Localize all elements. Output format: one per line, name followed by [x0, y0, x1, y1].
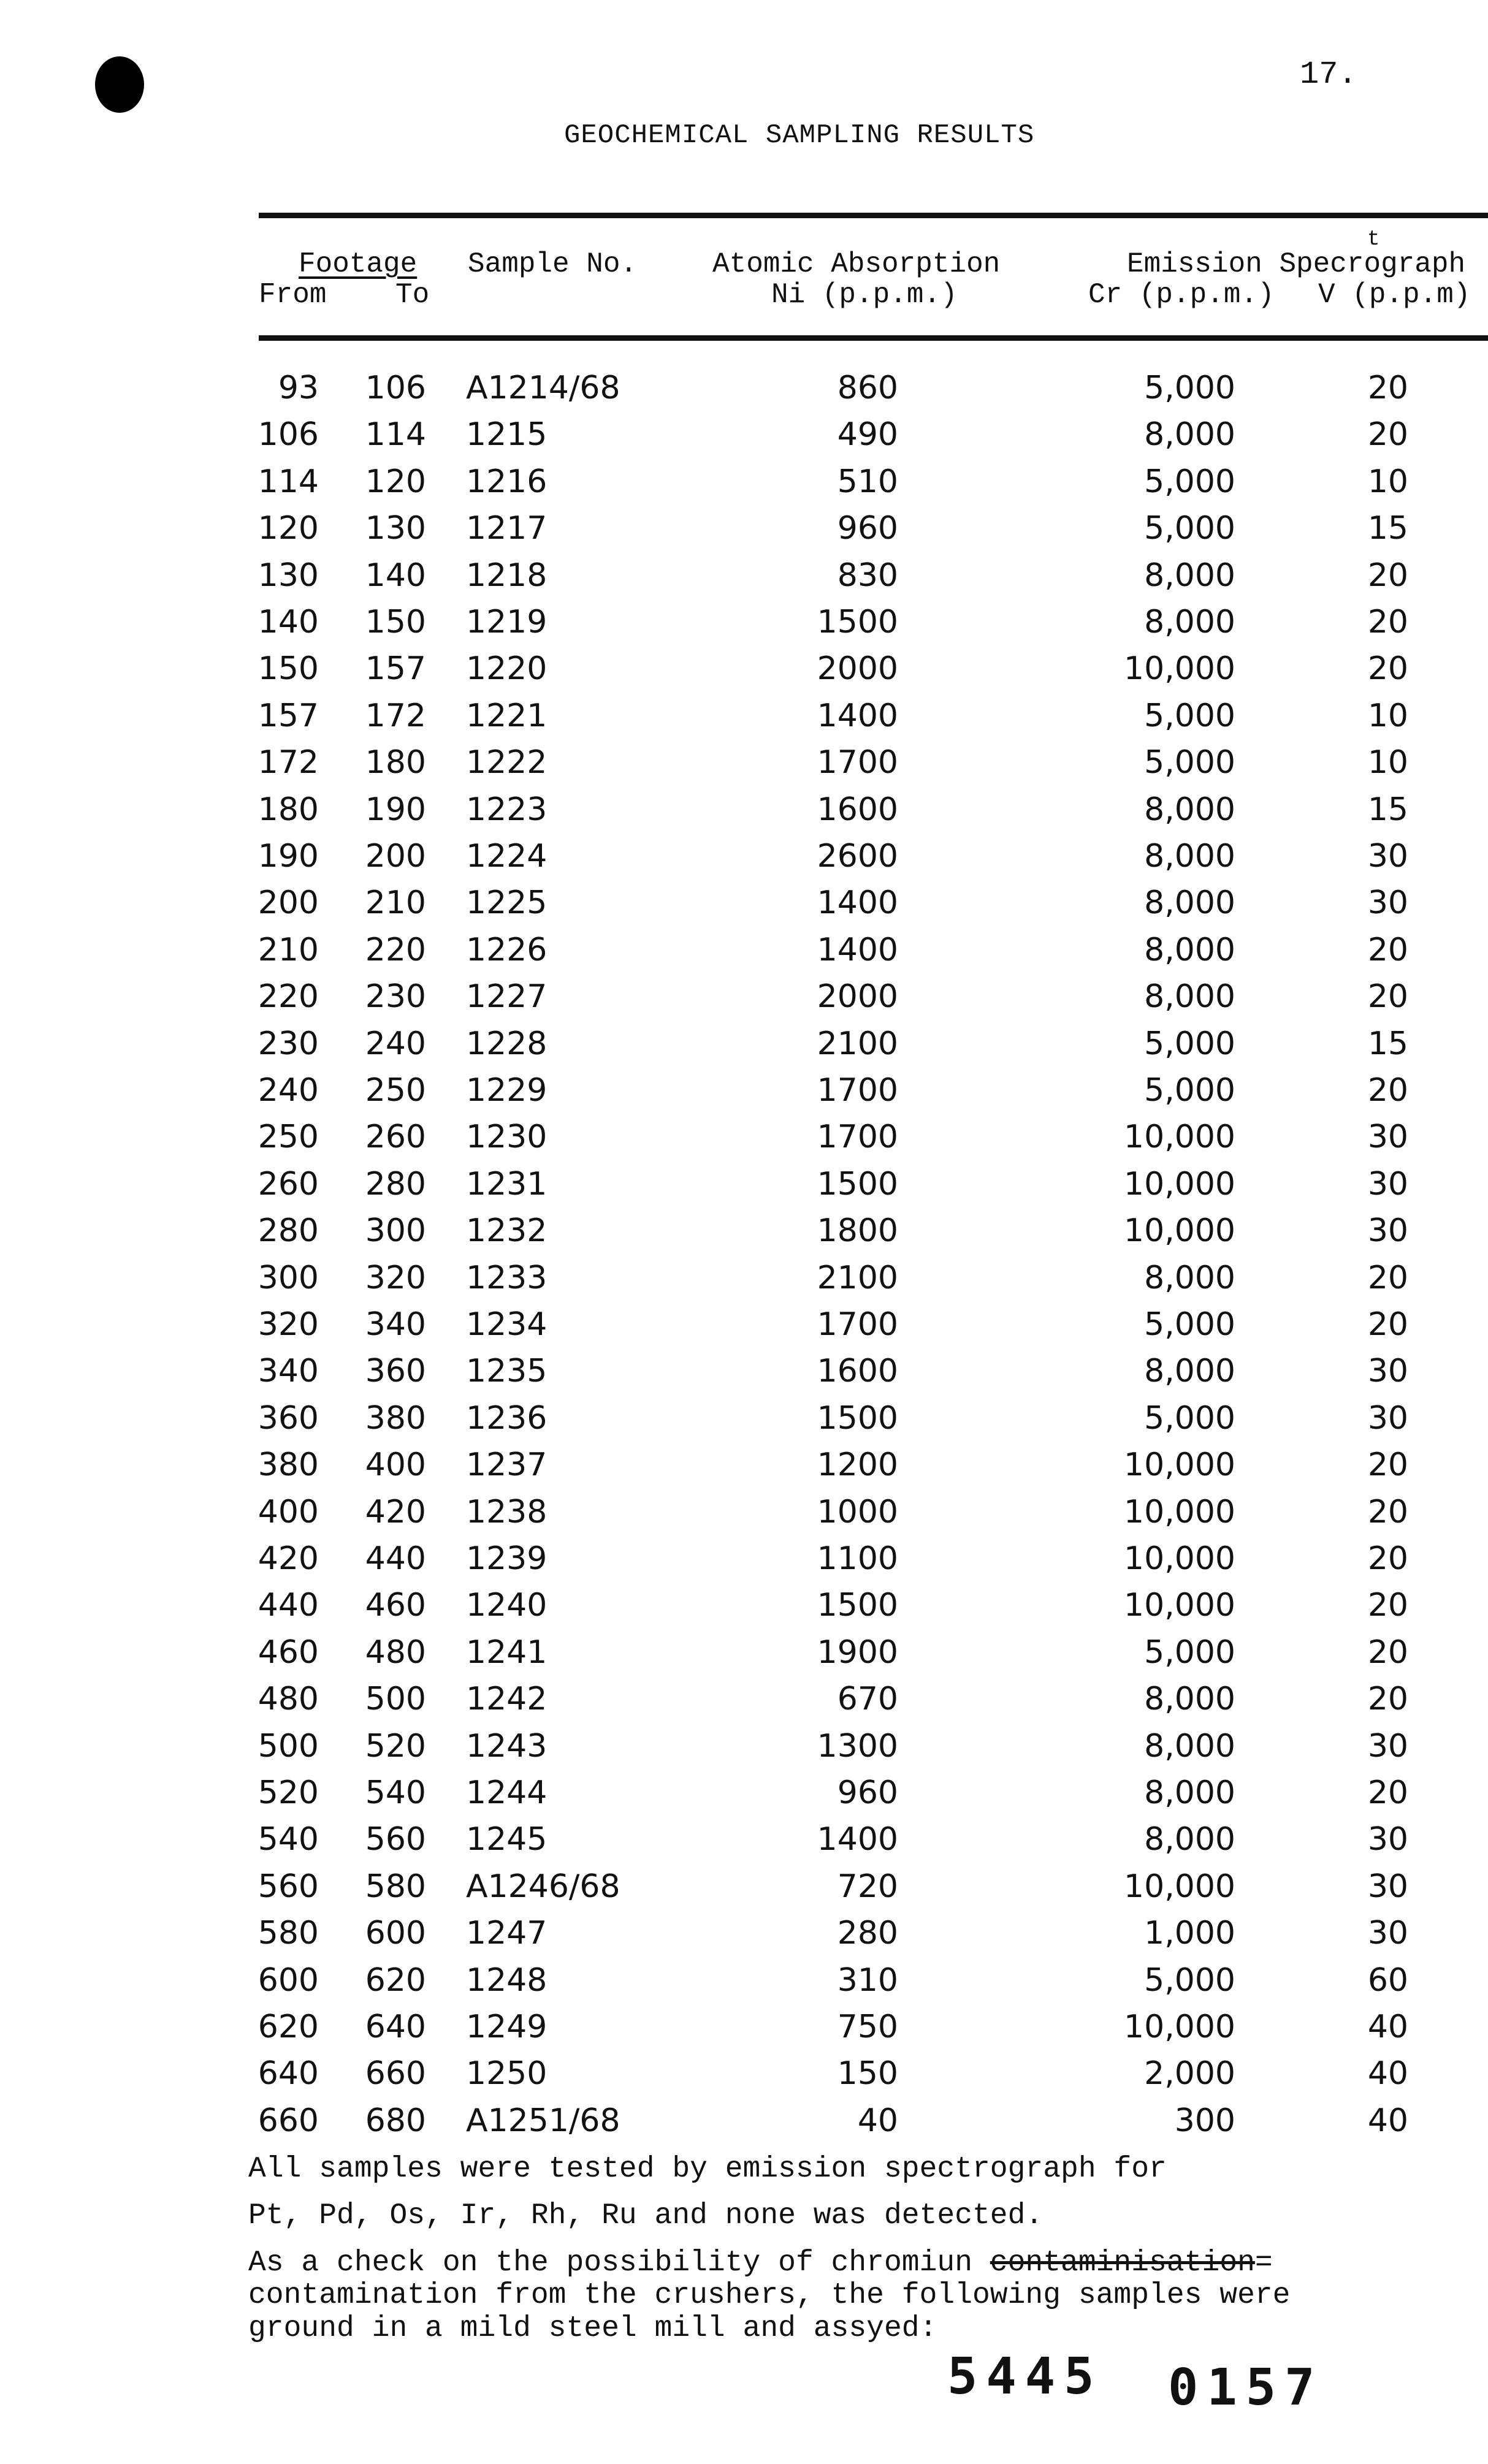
table-row [0, 416, 1488, 459]
table-row [0, 932, 1488, 975]
cell-sample-no: 1249 [466, 2009, 548, 2045]
header-cr-unit: Cr (p.p.m.) [1088, 279, 1275, 311]
cell-cr: 300 [1174, 2102, 1235, 2139]
cell-from: 106 [258, 416, 319, 454]
cell-sample-no: 1220 [466, 650, 548, 688]
cell-to: 380 [365, 1399, 426, 1437]
cell-ni: 830 [837, 557, 898, 594]
cell-sample-no: 1242 [466, 1681, 548, 1718]
cell-from: 560 [258, 1868, 319, 1905]
cell-cr: 8,000 [1144, 1259, 1235, 1296]
cell-to: 420 [365, 1493, 426, 1530]
cell-ni: 150 [837, 2055, 898, 2093]
cell-v: 30 [1367, 1212, 1408, 1250]
cell-v: 20 [1367, 1540, 1408, 1577]
cell-v: 20 [1367, 1587, 1408, 1624]
cell-v: 30 [1367, 1868, 1408, 1905]
cell-v: 30 [1367, 1165, 1408, 1203]
cell-sample-no: 1218 [466, 557, 548, 594]
table-row [0, 1072, 1488, 1115]
cell-v: 30 [1367, 1399, 1408, 1437]
cell-cr: 10,000 [1124, 1540, 1235, 1577]
cell-from: 240 [258, 1072, 319, 1109]
handwritten-correction: t [1367, 228, 1380, 251]
cell-v: 15 [1367, 791, 1408, 828]
cell-ni: 2100 [817, 1259, 898, 1296]
cell-v: 20 [1367, 370, 1408, 406]
table-header-rule [259, 335, 1488, 341]
cell-sample-no: 1226 [466, 931, 548, 968]
page-number: 17. [1300, 56, 1357, 93]
cell-to: 190 [365, 791, 426, 828]
cell-from: 120 [258, 510, 319, 547]
cell-v: 20 [1367, 978, 1408, 1016]
table-row [0, 1306, 1488, 1349]
cell-to: 220 [365, 931, 426, 968]
table-row [0, 1212, 1488, 1255]
cell-v: 30 [1367, 1119, 1408, 1156]
cell-to: 620 [365, 1961, 426, 1999]
cell-from: 440 [258, 1587, 319, 1624]
cell-sample-no: 1227 [466, 978, 548, 1016]
cell-v: 15 [1367, 1025, 1408, 1062]
cell-from: 280 [258, 1212, 319, 1250]
cell-sample-no: 1239 [466, 1540, 548, 1577]
cell-sample-no: 1222 [466, 744, 548, 781]
cell-to: 540 [365, 1774, 426, 1811]
cell-v: 20 [1367, 1072, 1408, 1109]
table-row [0, 1540, 1488, 1583]
table-row [0, 650, 1488, 693]
stamp-number-left: 5445 [947, 2348, 1103, 2406]
cell-v: 30 [1367, 838, 1408, 875]
cell-to: 130 [365, 510, 426, 547]
cell-to: 114 [365, 416, 426, 454]
cell-to: 360 [365, 1353, 426, 1390]
cell-to: 440 [365, 1540, 426, 1577]
cell-ni: 1600 [817, 791, 898, 828]
cell-from: 210 [258, 931, 319, 968]
cell-to: 250 [365, 1072, 426, 1109]
cell-from: 114 [258, 463, 319, 500]
cell-cr: 10,000 [1124, 1447, 1235, 1484]
cell-cr: 5,000 [1144, 1961, 1235, 1999]
cell-ni: 1300 [817, 1727, 898, 1765]
cell-cr: 8,000 [1144, 978, 1235, 1016]
note-struck-word: contaminisation [990, 2246, 1255, 2280]
cell-v: 40 [1367, 2009, 1408, 2045]
table-row [0, 1634, 1488, 1677]
header-atomic-absorption: Atomic Absorption [712, 248, 1001, 280]
cell-sample-no: 1237 [466, 1447, 548, 1484]
table-row [0, 1025, 1488, 1068]
cell-to: 106 [365, 370, 426, 406]
header-from: From [259, 279, 327, 311]
cell-from: 250 [258, 1119, 319, 1156]
cell-ni: 1700 [817, 1306, 898, 1343]
cell-v: 30 [1367, 1915, 1408, 1952]
note-line-4: contamination from the crushers, the following samples were [248, 2279, 1291, 2312]
cell-sample-no: 1250 [466, 2055, 548, 2093]
cell-from: 157 [258, 697, 319, 734]
table-row [0, 1587, 1488, 1630]
cell-cr: 8,000 [1144, 604, 1235, 641]
cell-from: 640 [258, 2055, 319, 2093]
header-ni-unit: Ni (p.p.m.) [771, 279, 958, 311]
cell-v: 20 [1367, 1493, 1408, 1530]
cell-sample-no: 1244 [466, 1774, 548, 1811]
table-row [0, 1400, 1488, 1443]
table-row [0, 557, 1488, 600]
cell-to: 120 [365, 463, 426, 500]
table-row [0, 698, 1488, 740]
cell-cr: 10,000 [1124, 2009, 1235, 2045]
cell-sample-no: A1214/68 [466, 370, 620, 406]
cell-ni: 670 [837, 1681, 898, 1718]
cell-ni: 510 [837, 463, 898, 500]
cell-cr: 10,000 [1124, 1868, 1235, 1905]
cell-ni: 490 [837, 416, 898, 454]
cell-to: 240 [365, 1025, 426, 1062]
header-footage: Footage [299, 248, 418, 280]
cell-ni: 1500 [817, 1399, 898, 1437]
cell-v: 20 [1367, 650, 1408, 688]
table-row [0, 463, 1488, 506]
cell-ni: 2100 [817, 1025, 898, 1062]
cell-cr: 5,000 [1144, 697, 1235, 734]
cell-ni: 40 [857, 2102, 898, 2139]
cell-sample-no: A1251/68 [466, 2102, 620, 2139]
table-row [0, 1868, 1488, 1911]
table-row [0, 1166, 1488, 1209]
cell-ni: 1200 [817, 1447, 898, 1484]
note-line-2: Pt, Pd, Os, Ir, Rh, Ru and none was detected. [248, 2199, 1044, 2232]
cell-ni: 2000 [817, 978, 898, 1016]
cell-ni: 960 [837, 510, 898, 547]
cell-sample-no: 1229 [466, 1072, 548, 1109]
header-emission-spectrograph: Emission Specrograph [1127, 248, 1466, 280]
cell-ni: 1700 [817, 1072, 898, 1109]
cell-from: 520 [258, 1774, 319, 1811]
header-to: To [395, 279, 430, 311]
header-v-unit: V (p.p.m) [1318, 279, 1471, 311]
cell-cr: 10,000 [1124, 650, 1235, 688]
cell-cr: 5,000 [1144, 463, 1235, 500]
cell-sample-no: 1217 [466, 510, 548, 547]
cell-ni: 750 [837, 2009, 898, 2045]
cell-sample-no: 1248 [466, 1961, 548, 1999]
table-row [0, 510, 1488, 553]
cell-v: 30 [1367, 1353, 1408, 1390]
cell-sample-no: 1228 [466, 1025, 548, 1062]
cell-from: 190 [258, 838, 319, 875]
cell-v: 20 [1367, 1447, 1408, 1484]
cell-sample-no: 1230 [466, 1119, 548, 1156]
cell-from: 220 [258, 978, 319, 1016]
table-row [0, 884, 1488, 927]
cell-ni: 2000 [817, 650, 898, 688]
cell-cr: 8,000 [1144, 884, 1235, 922]
cell-cr: 8,000 [1144, 416, 1235, 454]
cell-from: 140 [258, 604, 319, 641]
cell-v: 30 [1367, 1727, 1408, 1765]
cell-cr: 5,000 [1144, 510, 1235, 547]
table-row [0, 1260, 1488, 1302]
punch-hole-mark [95, 56, 144, 113]
cell-cr: 8,000 [1144, 1774, 1235, 1811]
cell-sample-no: A1246/68 [466, 1868, 620, 1905]
cell-cr: 1,000 [1144, 1915, 1235, 1952]
cell-sample-no: 1243 [466, 1727, 548, 1765]
table-row [0, 1962, 1488, 2005]
cell-v: 20 [1367, 1681, 1408, 1718]
stamp-number-right: 0157 [1168, 2359, 1324, 2417]
table-row [0, 1915, 1488, 1958]
cell-v: 40 [1367, 2055, 1408, 2093]
cell-from: 172 [258, 744, 319, 781]
cell-cr: 8,000 [1144, 838, 1235, 875]
cell-from: 460 [258, 1633, 319, 1671]
cell-from: 260 [258, 1165, 319, 1203]
table-top-rule [259, 213, 1488, 218]
cell-ni: 280 [837, 1915, 898, 1952]
table-row [0, 1728, 1488, 1771]
cell-to: 660 [365, 2055, 426, 2093]
cell-v: 40 [1367, 2102, 1408, 2139]
cell-from: 320 [258, 1306, 319, 1343]
cell-v: 20 [1367, 1259, 1408, 1296]
cell-from: 540 [258, 1821, 319, 1858]
cell-to: 180 [365, 744, 426, 781]
note-line-1: All samples were tested by emission spectrograph for [248, 2153, 1167, 2186]
note-line-3-prefix: As a check on the possibility of chromiun [248, 2246, 990, 2280]
cell-v: 20 [1367, 604, 1408, 641]
cell-from: 400 [258, 1493, 319, 1530]
cell-ni: 1400 [817, 931, 898, 968]
cell-cr: 5,000 [1144, 1633, 1235, 1671]
table-row [0, 1821, 1488, 1864]
table-row [0, 2009, 1488, 2051]
cell-ni: 1800 [817, 1212, 898, 1250]
cell-cr: 8,000 [1144, 1821, 1235, 1858]
cell-v: 10 [1367, 463, 1408, 500]
cell-to: 560 [365, 1821, 426, 1858]
cell-ni: 1000 [817, 1493, 898, 1530]
table-row [0, 744, 1488, 787]
table-row [0, 1353, 1488, 1396]
table-row [0, 1494, 1488, 1537]
cell-sample-no: 1241 [466, 1633, 548, 1671]
cell-v: 20 [1367, 557, 1408, 594]
header-sample-no: Sample No. [468, 248, 638, 280]
cell-v: 20 [1367, 931, 1408, 968]
cell-to: 210 [365, 884, 426, 922]
cell-from: 180 [258, 791, 319, 828]
cell-sample-no: 1221 [466, 697, 548, 734]
cell-to: 600 [365, 1915, 426, 1952]
cell-ni: 2600 [817, 838, 898, 875]
cell-ni: 1400 [817, 884, 898, 922]
cell-cr: 5,000 [1144, 1306, 1235, 1343]
cell-to: 260 [365, 1119, 426, 1156]
cell-sample-no: 1231 [466, 1165, 548, 1203]
cell-to: 340 [365, 1306, 426, 1343]
cell-sample-no: 1236 [466, 1399, 548, 1437]
cell-cr: 5,000 [1144, 1072, 1235, 1109]
cell-ni: 1100 [817, 1540, 898, 1577]
table-row [0, 1119, 1488, 1162]
cell-from: 580 [258, 1915, 319, 1952]
cell-cr: 10,000 [1124, 1493, 1235, 1530]
cell-cr: 5,000 [1144, 744, 1235, 781]
cell-v: 60 [1367, 1961, 1408, 1999]
cell-sample-no: 1216 [466, 463, 548, 500]
cell-ni: 1500 [817, 1165, 898, 1203]
cell-v: 20 [1367, 1306, 1408, 1343]
cell-to: 500 [365, 1681, 426, 1718]
cell-to: 680 [365, 2102, 426, 2139]
table-row [0, 791, 1488, 834]
cell-to: 480 [365, 1633, 426, 1671]
cell-from: 200 [258, 884, 319, 922]
cell-sample-no: 1219 [466, 604, 548, 641]
cell-ni: 860 [837, 370, 898, 406]
cell-from: 600 [258, 1961, 319, 1999]
cell-from: 500 [258, 1727, 319, 1765]
cell-sample-no: 1245 [466, 1821, 548, 1858]
page-title: GEOCHEMICAL SAMPLING RESULTS [564, 120, 1035, 151]
table-row [0, 604, 1488, 647]
cell-from: 130 [258, 557, 319, 594]
cell-cr: 8,000 [1144, 931, 1235, 968]
note-line-3 [248, 2246, 1273, 2280]
cell-sample-no: 1233 [466, 1259, 548, 1296]
cell-from: 380 [258, 1447, 319, 1484]
cell-from: 360 [258, 1399, 319, 1437]
cell-to: 640 [365, 2009, 426, 2045]
cell-from: 150 [258, 650, 319, 688]
cell-to: 140 [365, 557, 426, 594]
table-row [0, 1774, 1488, 1817]
cell-to: 172 [365, 697, 426, 734]
cell-ni: 1700 [817, 1119, 898, 1156]
cell-v: 20 [1367, 1774, 1408, 1811]
cell-sample-no: 1235 [466, 1353, 548, 1390]
cell-to: 300 [365, 1212, 426, 1250]
cell-to: 280 [365, 1165, 426, 1203]
cell-cr: 5,000 [1144, 370, 1235, 406]
cell-ni: 1500 [817, 604, 898, 641]
cell-v: 20 [1367, 1633, 1408, 1671]
cell-v: 20 [1367, 416, 1408, 454]
cell-cr: 8,000 [1144, 1727, 1235, 1765]
cell-ni: 720 [837, 1868, 898, 1905]
cell-ni: 1400 [817, 1821, 898, 1858]
cell-to: 200 [365, 838, 426, 875]
cell-from: 480 [258, 1681, 319, 1718]
table-row [0, 1447, 1488, 1489]
cell-cr: 10,000 [1124, 1587, 1235, 1624]
cell-from: 420 [258, 1540, 319, 1577]
cell-sample-no: 1225 [466, 884, 548, 922]
cell-cr: 8,000 [1144, 1353, 1235, 1390]
cell-to: 460 [365, 1587, 426, 1624]
cell-cr: 10,000 [1124, 1119, 1235, 1156]
cell-sample-no: 1223 [466, 791, 548, 828]
cell-v: 30 [1367, 884, 1408, 922]
cell-to: 150 [365, 604, 426, 641]
table-row [0, 1681, 1488, 1724]
cell-ni: 1700 [817, 744, 898, 781]
table-row [0, 2055, 1488, 2098]
cell-to: 230 [365, 978, 426, 1016]
cell-v: 10 [1367, 697, 1408, 734]
cell-sample-no: 1232 [466, 1212, 548, 1250]
cell-from: 93 [278, 370, 319, 406]
cell-from: 620 [258, 2009, 319, 2045]
table-row [0, 838, 1488, 881]
cell-v: 15 [1367, 510, 1408, 547]
cell-ni: 1400 [817, 697, 898, 734]
cell-ni: 1900 [817, 1633, 898, 1671]
cell-cr: 8,000 [1144, 1681, 1235, 1718]
cell-cr: 2,000 [1144, 2055, 1235, 2093]
cell-from: 300 [258, 1259, 319, 1296]
cell-cr: 8,000 [1144, 557, 1235, 594]
table-row [0, 978, 1488, 1021]
cell-ni: 960 [837, 1774, 898, 1811]
cell-sample-no: 1247 [466, 1915, 548, 1952]
cell-to: 520 [365, 1727, 426, 1765]
cell-sample-no: 1224 [466, 838, 548, 875]
cell-sample-no: 1234 [466, 1306, 548, 1343]
cell-v: 10 [1367, 744, 1408, 781]
cell-cr: 10,000 [1124, 1165, 1235, 1203]
cell-from: 340 [258, 1353, 319, 1390]
table-row [0, 370, 1488, 413]
cell-from: 660 [258, 2102, 319, 2139]
cell-cr: 10,000 [1124, 1212, 1235, 1250]
cell-ni: 1500 [817, 1587, 898, 1624]
cell-to: 580 [365, 1868, 426, 1905]
note-line-5: ground in a mild steel mill and assyed: [248, 2312, 937, 2345]
table-row [0, 2102, 1488, 2145]
cell-from: 230 [258, 1025, 319, 1062]
cell-to: 320 [365, 1259, 426, 1296]
cell-sample-no: 1238 [466, 1493, 548, 1530]
cell-cr: 5,000 [1144, 1025, 1235, 1062]
cell-to: 400 [365, 1447, 426, 1484]
cell-ni: 310 [837, 1961, 898, 1999]
cell-ni: 1600 [817, 1353, 898, 1390]
cell-v: 30 [1367, 1821, 1408, 1858]
cell-cr: 5,000 [1144, 1399, 1235, 1437]
cell-sample-no: 1215 [466, 416, 548, 454]
note-line-3-suffix: = [1254, 2246, 1273, 2280]
cell-sample-no: 1240 [466, 1587, 548, 1624]
cell-cr: 8,000 [1144, 791, 1235, 828]
cell-to: 157 [365, 650, 426, 688]
